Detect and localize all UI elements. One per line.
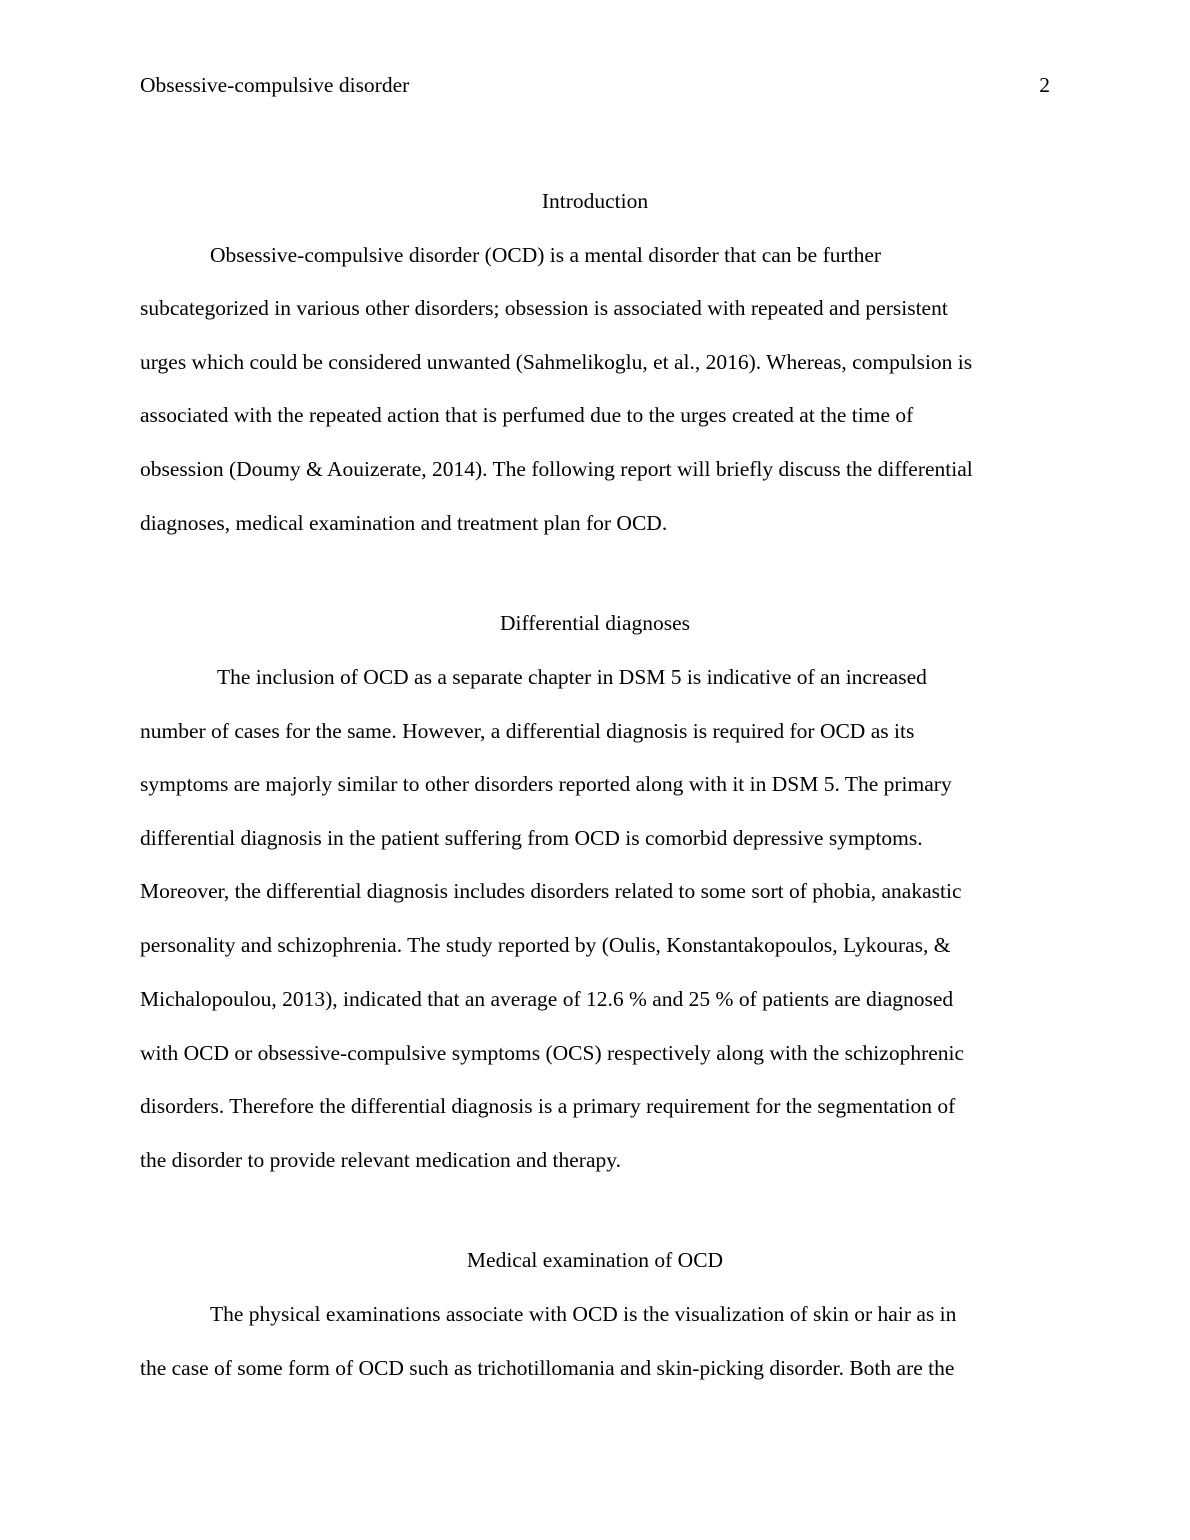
paragraph-line: The physical examinations associate with OCD is the visualization of skin or hair as in — [210, 1302, 957, 1326]
section-heading-medical-examination: Medical examination of OCD — [466, 1248, 724, 1272]
paragraph-line: differential diagnosis in the patient suffering from OCD is comorbid depressive symptoms. — [140, 826, 923, 850]
paragraph-line: diagnoses, medical examination and treatment plan for OCD. — [140, 511, 668, 535]
paragraph-line: Michalopoulou, 2013), indicated that an average of 12.6 % and 25 % of patients are diagnosed — [140, 987, 954, 1011]
paragraph-line: The inclusion of OCD as a separate chapter in DSM 5 is indicative of an increased — [217, 665, 927, 689]
paragraph-line: personality and schizophrenia. The study reported by (Oulis, Konstantakopoulos, Lykouras, & — [140, 933, 951, 957]
section-heading-introduction: Introduction — [541, 189, 649, 213]
paragraph-line: number of cases for the same. However, a differential diagnosis is required for OCD as its — [140, 719, 915, 743]
section-heading-differential-diagnoses: Differential diagnoses — [499, 611, 691, 635]
page-number: 2 — [1039, 73, 1050, 97]
paragraph-line: urges which could be considered unwanted (Sahmelikoglu, et al., 2016). Whereas, compulsion is — [140, 350, 973, 374]
paragraph-line: symptoms are majorly similar to other disorders reported along with it in DSM 5. The primary — [140, 772, 952, 796]
running-header — [140, 70, 1050, 100]
paragraph-line: disorders. Therefore the differential diagnosis is a primary requirement for the segmentation of — [140, 1094, 956, 1118]
paragraph-line: subcategorized in various other disorders; obsession is associated with repeated and persistent — [140, 296, 948, 320]
paragraph-line: with OCD or obsessive-compulsive symptoms (OCS) respectively along with the schizophrenic — [140, 1041, 965, 1065]
paragraph-line: associated with the repeated action that is perfumed due to the urges created at the time of — [140, 403, 914, 427]
paragraph-line: the disorder to provide relevant medication and therapy. — [140, 1148, 621, 1172]
paragraph-line: Moreover, the differential diagnosis includes disorders related to some sort of phobia, anakastic — [140, 879, 962, 903]
paragraph-line: the case of some form of OCD such as trichotillomania and skin-picking disorder. Both are the — [140, 1356, 955, 1380]
paragraph-line: Obsessive-compulsive disorder (OCD) is a mental disorder that can be further — [210, 243, 882, 267]
running-title: Obsessive-compulsive disorder — [140, 73, 410, 97]
paragraph-line: obsession (Doumy & Aouizerate, 2014). The following report will briefly discuss the differential — [140, 457, 973, 481]
